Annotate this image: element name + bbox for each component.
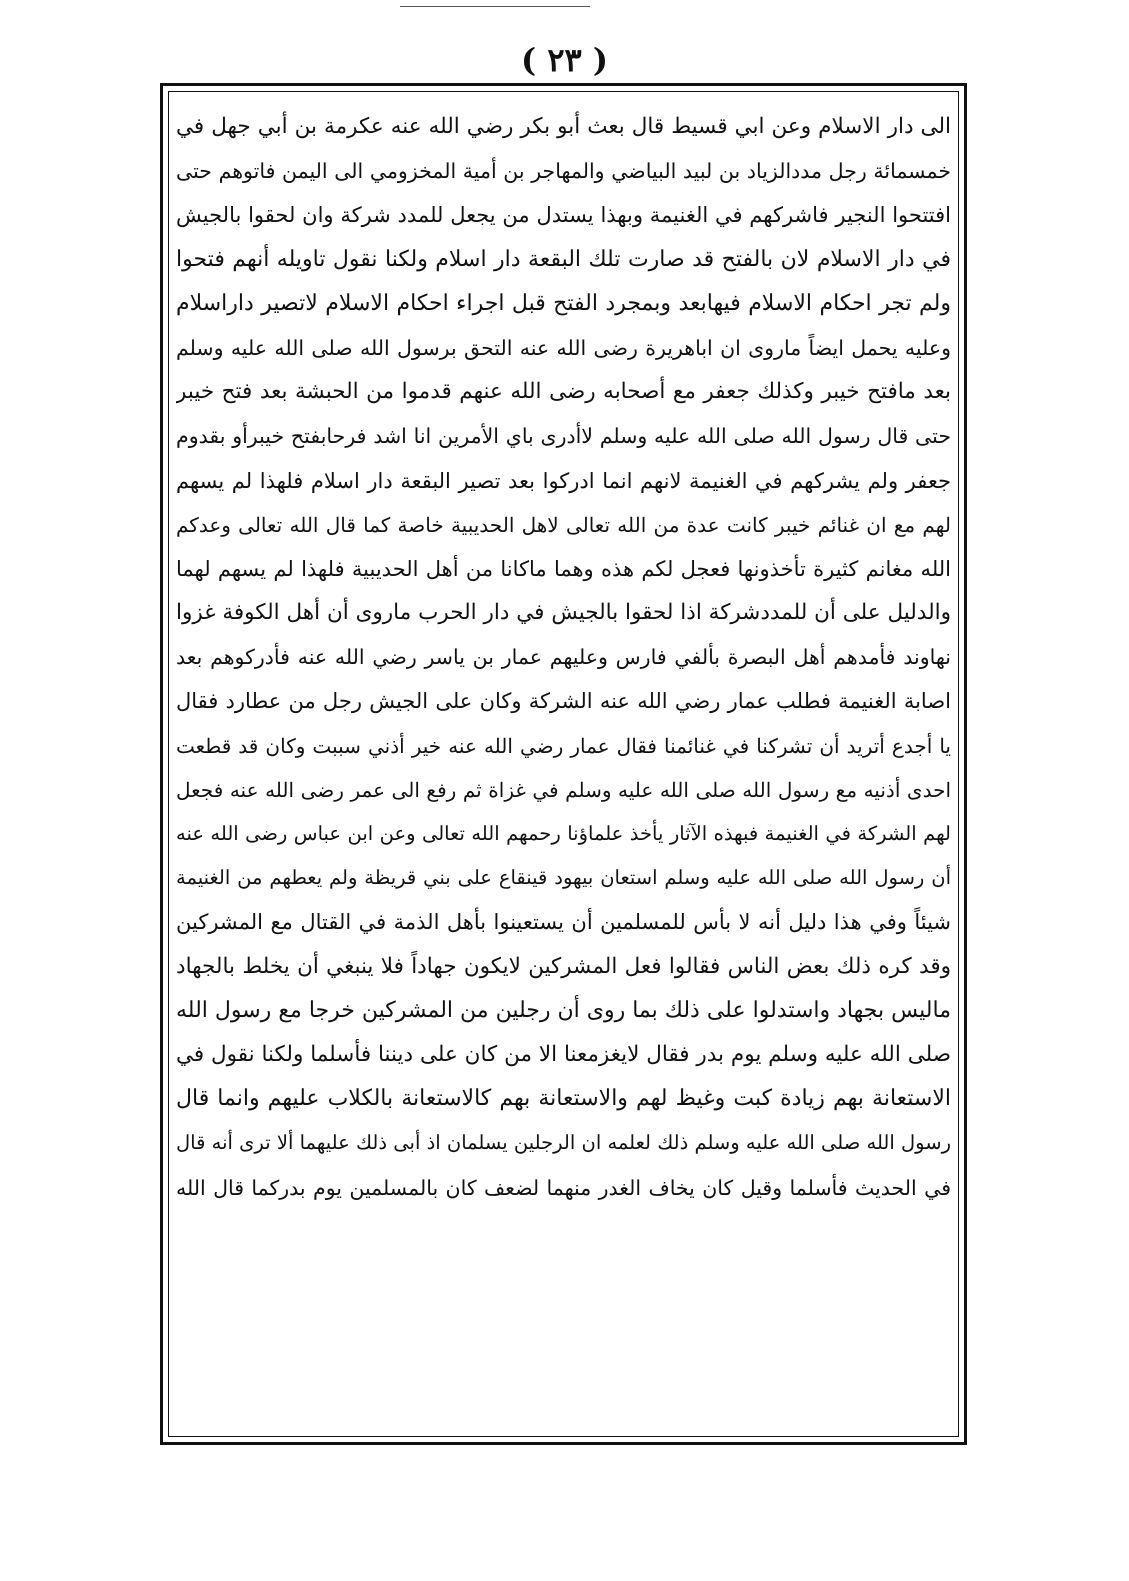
text-line: يا أجدع أتريد أن تشركنا في غنائمنا فقال عمار رضي الله عنه خير أذني سببت وكان قد قطعت — [176, 733, 951, 758]
text-line: شيئاً وفي هذا دليل أنه لا بأس للمسلمين أن يستعينوا بأهل الذمة في القتال مع المشركين — [176, 910, 951, 935]
text-line: صلى الله عليه وسلم يوم بدر فقال لايغزمعنا الا من كان على ديننا فأسلما ولكنا نقول في — [176, 1041, 951, 1067]
text-line: في الحديث فأسلما وقيل كان يخاف الغدر منهما لضعف كان بالمسلمين يوم بدركما قال الله — [176, 1175, 951, 1200]
text-line: أن رسول الله صلى الله عليه وسلم استعان بيهود قينقاع على بني قريظة ولم يعطهم من الغنيمة — [176, 866, 951, 890]
text-line: لهم الشركة في الغنيمة فبهذه الآثار يأخذ علماؤنا رحمهم الله تعالى وعن ابن عباس رضى الله عنه — [176, 822, 951, 845]
page-number: ( ٢٣ ) — [521, 41, 608, 79]
text-line: لهم مع ان غنائم خيبر كانت عدة من الله تعالى لاهل الحديبية خاصة كما قال الله تعالى وعدكم — [176, 512, 951, 537]
text-line: جعفر ولم يشركهم في الغنيمة لانهم انما ادركوا بعد تصير البقعة دار اسلام فلهذا لم يسهم — [176, 468, 951, 493]
text-line: في دار الاسلام لان بالفتح قد صارت تلك البقعة دار اسلام ولكنا نقول تاويله أنهم فتحوا — [176, 246, 951, 272]
text-line: والدليل على أن للمددشركة اذا لحقوا بالجيش في دار الحرب ماروى أن أهل الكوفة غزوا — [176, 600, 951, 626]
text-line: وقد كره ذلك بعض الناس فقالوا فعل المشركين لايكون جهاداً فلا ينبغي أن يخلط بالجهاد — [176, 953, 951, 979]
text-line: رسول الله صلى الله عليه وسلم ذلك لعلمه ان الرجلين يسلمان اذ أبى ذلك عليهما ألا ترى أنه قال — [176, 1131, 951, 1155]
text-line: الله مغانم كثيرة تأخذونها فعجل لكم هذه وهما ماكانا من أهل الحديبية فلهذا لم يسهم لهما — [176, 556, 951, 581]
text-line: ماليس بجهاد واستدلوا على ذلك بما روى أن رجلين من المشركين خرجا مع رسول الله — [176, 997, 951, 1023]
body-text — [176, 105, 951, 1430]
text-line: الى دار الاسلام وعن ابي قسيط قال بعث أبو بكر رضي الله عنه عكرمة بن أبي جهل في — [176, 114, 951, 139]
text-line: احدى أذنيه مع رسول الله صلى الله عليه وسلم في غزاة ثم رفع الى عمر رضى الله عنه فجعل — [176, 777, 951, 802]
text-line: الاستعانة بهم زيادة كبت وغيظ لهم والاستعانة بهم كالاستعانة بالكلاب عليهم وانما قال — [176, 1086, 951, 1112]
text-line: وعليه يحمل ايضاً ماروى ان اباهريرة رضى الله عنه التحق برسول الله صلى الله عليه وسلم — [176, 335, 951, 360]
text-line: نهاوند فأمدهم أهل البصرة بألفي فارس وعليهم عمار بن ياسر رضي الله عنه فأدركوهم بعد — [176, 645, 951, 670]
text-line: بعد مافتح خيبر وكذلك جعفر مع أصحابه رضى الله عنهم قدموا من الحبشة بعد فتح خيبر — [176, 379, 951, 405]
text-line: حتى قال رسول الله صلى الله عليه وسلم لاأدرى باي الأمرين انا اشد فرحابفتح خيبرأو بقدوم — [176, 424, 951, 449]
text-line: ولم تجر احكام الاسلام فيهابعد وبمجرد الفتح قبل اجراء احكام الاسلام لاتصير داراسلام — [176, 290, 951, 316]
top-rule — [400, 6, 590, 7]
text-line: افتتحوا النجير فاشركهم في الغنيمة وبهذا يستدل من يجعل للمدد شركة وان لحقوا بالجيش — [176, 203, 951, 228]
text-line: اصابة الغنيمة فطلب عمار رضي الله عنه الشركة وكان على الجيش رجل من عطارد فقال — [176, 689, 951, 714]
text-line: خمسمائة رجل مددالزياد بن لبيد البياضي والمهاجر بن أمية المخزومي الى اليمن فاتوهم حتى — [176, 159, 951, 184]
